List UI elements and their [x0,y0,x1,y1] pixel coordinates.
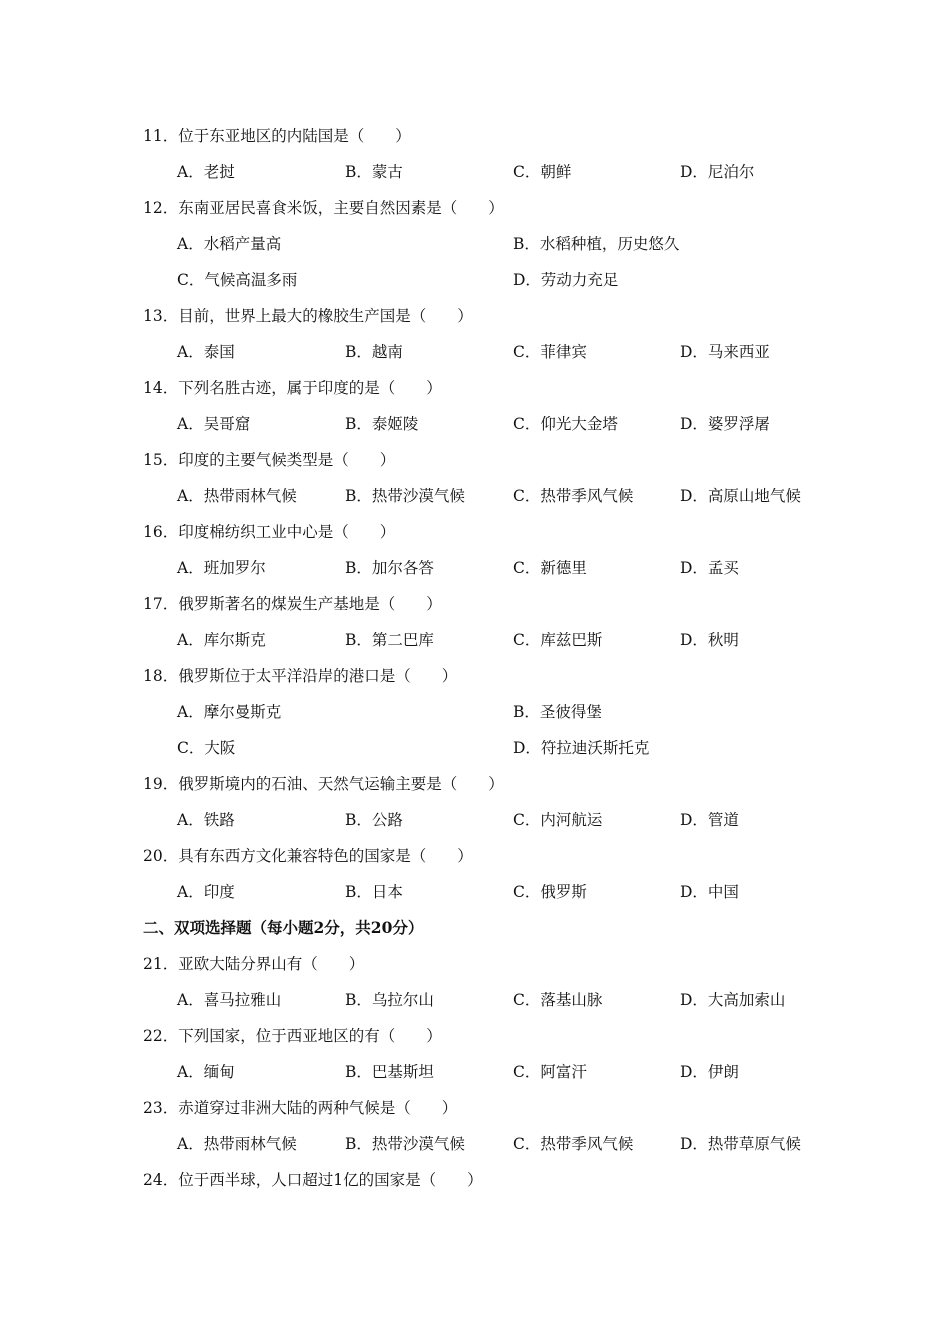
question-stem: 17．俄罗斯著名的煤炭生产基地是（ ） [143,595,442,613]
option-d: D．热带草原气候 [680,1135,801,1153]
question-16-options [0,556,950,580]
question-23-options [0,1132,950,1156]
question-stem: 22．下列国家，位于西亚地区的有（ ） [143,1027,442,1045]
option-b: B．水稻种植，历史悠久 [513,235,680,253]
question-stem: 14．下列名胜古迹，属于印度的是（ ） [143,379,442,397]
question-14 [0,376,950,400]
question-12-options-row1 [0,232,950,256]
option-a: A．吴哥窟 [177,415,251,433]
question-19-options [0,808,950,832]
question-21-options [0,988,950,1012]
question-13 [0,304,950,328]
option-a: A．铁路 [177,811,235,829]
option-d: D．大高加索山 [680,991,786,1009]
question-stem: 19．俄罗斯境内的石油、天然气运输主要是（ ） [143,775,504,793]
option-a: A．缅甸 [177,1063,235,1081]
option-a: A．老挝 [177,163,235,181]
option-b: B．热带沙漠气候 [345,487,465,505]
option-a: A．热带雨林气候 [177,487,297,505]
option-a: A．库尔斯克 [177,631,266,649]
question-stem: 13．目前，世界上最大的橡胶生产国是（ ） [143,307,473,325]
option-d: D．伊朗 [680,1063,739,1081]
question-15 [0,448,950,472]
option-b: B．热带沙漠气候 [345,1135,465,1153]
question-stem: 20．具有东西方文化兼容特色的国家是（ ） [143,847,473,865]
question-22-options [0,1060,950,1084]
option-a: A．印度 [177,883,235,901]
option-d: D．尼泊尔 [680,163,755,181]
option-c: C．菲律宾 [513,343,587,361]
option-c: C．内河航运 [513,811,603,829]
question-20 [0,844,950,868]
question-12-options-row2 [0,268,950,292]
option-c: C．仰光大金塔 [513,415,618,433]
option-a: A．泰国 [177,343,235,361]
question-18 [0,664,950,688]
question-16 [0,520,950,544]
question-stem: 16．印度棉纺织工业中心是（ ） [143,523,396,541]
option-d: D．符拉迪沃斯托克 [513,739,650,757]
question-22 [0,1024,950,1048]
option-b: B．越南 [345,343,403,361]
option-d: D．劳动力充足 [513,271,619,289]
question-17-options [0,628,950,652]
question-stem: 11．位于东亚地区的内陆国是（ ） [143,127,411,145]
option-a: A．班加罗尔 [177,559,266,577]
question-stem: 15．印度的主要气候类型是（ ） [143,451,396,469]
question-15-options [0,484,950,508]
option-c: C．新德里 [513,559,587,577]
option-c: C．气候高温多雨 [177,271,298,289]
question-14-options [0,412,950,436]
question-18-options-row1 [0,700,950,724]
question-12 [0,196,950,220]
option-b: B．加尔各答 [345,559,434,577]
option-d: D．婆罗浮屠 [680,415,770,433]
option-b: B．公路 [345,811,403,829]
option-b: B．第二巴库 [345,631,434,649]
option-d: D．高原山地气候 [680,487,801,505]
option-c: C．朝鲜 [513,163,572,181]
question-11-options [0,160,950,184]
option-b: B．圣彼得堡 [513,703,602,721]
option-b: B．巴基斯坦 [345,1063,434,1081]
question-13-options [0,340,950,364]
question-20-options [0,880,950,904]
question-stem: 23．赤道穿过非洲大陆的两种气候是（ ） [143,1099,458,1117]
question-21 [0,952,950,976]
section-title: 二、双项选择题（每小题2分，共20分） [143,918,424,937]
option-c: C．落基山脉 [513,991,603,1009]
question-18-options-row2 [0,736,950,760]
option-c: C．大阪 [177,739,236,757]
question-stem: 21．亚欧大陆分界山有（ ） [143,955,365,973]
question-23 [0,1096,950,1120]
option-a: A．摩尔曼斯克 [177,703,282,721]
question-stem: 24．位于西半球，人口超过1亿的国家是（ ） [143,1171,483,1189]
option-b: B．泰姬陵 [345,415,419,433]
option-c: C．热带季风气候 [513,1135,634,1153]
question-17 [0,592,950,616]
option-b: B．乌拉尔山 [345,991,434,1009]
option-b: B．蒙古 [345,163,403,181]
option-c: C．库兹巴斯 [513,631,603,649]
option-d: D．秋明 [680,631,739,649]
option-c: C．热带季风气候 [513,487,634,505]
question-19 [0,772,950,796]
option-a: A．水稻产量高 [177,235,282,253]
question-stem: 12．东南亚居民喜食米饭，主要自然因素是（ ） [143,199,504,217]
section-heading [0,916,950,940]
question-24 [0,1168,950,1192]
option-c: C．俄罗斯 [513,883,587,901]
option-a: A．喜马拉雅山 [177,991,282,1009]
option-b: B．日本 [345,883,403,901]
option-d: D．管道 [680,811,739,829]
option-d: D．孟买 [680,559,739,577]
question-11 [0,124,950,148]
option-d: D．马来西亚 [680,343,770,361]
option-d: D．中国 [680,883,739,901]
option-c: C．阿富汗 [513,1063,587,1081]
question-stem: 18．俄罗斯位于太平洋沿岸的港口是（ ） [143,667,458,685]
option-a: A．热带雨林气候 [177,1135,297,1153]
